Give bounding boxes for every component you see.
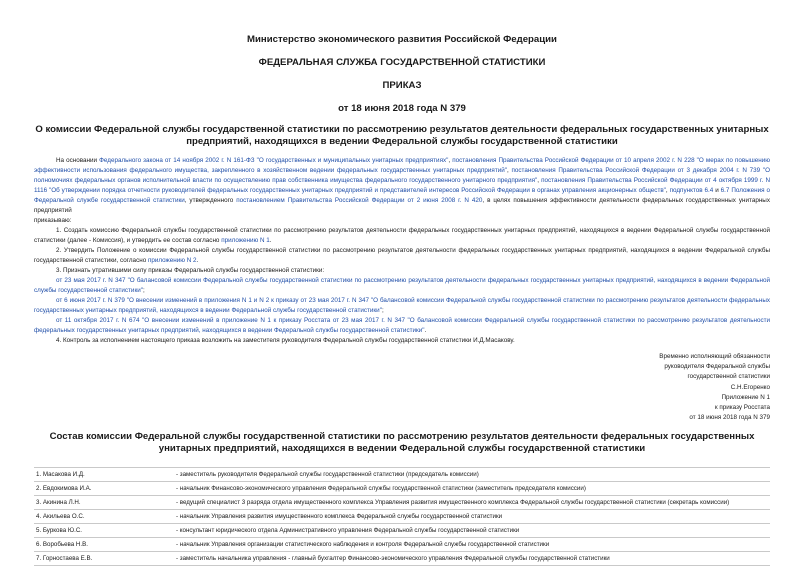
member-role: - ведущий специалист 3 разряда отдела имущественного комплекса Управления развития имущественного комплекса Федеральной службы государственной статистики (секретарь комиссии) <box>174 496 770 510</box>
decree-228-link[interactable]: постановления Правительства Российской Федерации от 10 апреля 2002 г. N 228 "О мерах по повышению эффективности использования федерального имущества, закрепленного в хозяйственном ведении федеральных государственных унитарных предприятий" <box>34 157 770 174</box>
member-role: - начальник Управления развития имущественного комплекса Федеральной службы государственной статистики <box>174 510 770 524</box>
document-body <box>34 156 770 346</box>
item-1 <box>34 226 770 246</box>
text-span: , <box>537 177 542 184</box>
commission-members-table <box>34 467 770 566</box>
member-name: 1. Масакова И.Д. <box>34 468 174 482</box>
decree-739-link[interactable]: постановления Правительства Российской Федерации от 3 декабря 2004 г. N 739 "О полномочиях федеральных органов исполнительной власти по осуществлению прав собственника имущества федерального государственного унитарного предприятия" <box>34 167 771 184</box>
document-title: О комиссии Федеральной службы государственной статистики по рассмотрению результатов деятельности федеральных государственных унитарных предприятий, находящихся в ведении Федеральной службы государственной статистики <box>35 124 769 147</box>
document <box>34 30 770 566</box>
appendix-1-link[interactable]: приложению N 1 <box>221 237 270 244</box>
member-role: - заместитель начальника управления - главный бухгалтер Финансово-экономического управления Федеральной службы государственной статистики <box>174 552 770 566</box>
section-title: Состав комиссии Федеральной службы государственной статистики по рассмотрению результатов деятельности федеральных государственных унитарных предприятий, находящихся в ведении Федеральной службы государственной статистики <box>49 431 755 455</box>
member-name: 3. Акинина Л.Н. <box>34 496 174 510</box>
signature-line: Временно исполняющий обязанности <box>659 353 770 360</box>
member-name: 6. Воробьева Н.В. <box>34 538 174 552</box>
text-span: На основании <box>56 157 100 164</box>
text-span: 1. Создать комиссию Федеральной службы государственной статистики по рассмотрению результатов деятельности федеральных государственных унитарных предприятий, находящихся в ведении Федеральной службы государственной статистики (далее - Комиссия), и утвердить ее состав согласно <box>34 227 770 244</box>
signature-block <box>34 352 770 423</box>
order-379-link[interactable]: от 6 июня 2017 г. N 379 "О внесении изменений в приложения N 1 и N 2 к приказу от 23 мая 2017 г. N 347 "О балансовой комиссии Федеральной службы государственной статистики по рассмотрению результатов деятельности федеральных государственных унитарных предприятий, находящихся в ведении Федеральной службы государственной статистики" <box>34 297 770 314</box>
table-row <box>34 552 770 566</box>
signatory-name: С.Н.Егоренко <box>730 383 770 391</box>
text-span: , <box>506 167 512 174</box>
member-role: - начальник Управления организации статистического наблюдения и контроля Федеральной службы государственной статистики <box>174 538 770 552</box>
order-347-link[interactable]: от 23 мая 2017 г. N 347 "О балансовой комиссии Федеральной службы государственной статистики по рассмотрению результатов деятельности федеральных государственных унитарных предприятий, находящихся в ведении Федеральной службы государственной статистики" <box>34 277 770 294</box>
member-name: 2. Евдокимова И.А. <box>34 482 174 496</box>
text-span: 2. Утвердить Положение о комиссии Федеральной службы государственной статистики по рассмотрению результатов деятельности федеральных государственных унитарных предприятий, находящихся в ведении Федеральной службы государственной статистики, согласно <box>34 247 770 264</box>
preamble-paragraph <box>34 156 770 216</box>
orders-word: приказываю: <box>34 217 72 224</box>
document-date-number: от 18 июня 2018 года N 379 <box>338 103 466 114</box>
repealed-order-3 <box>34 316 770 336</box>
repealed-order-2 <box>34 296 770 316</box>
appendix-2-link[interactable]: приложению N 2 <box>147 257 197 264</box>
text-span: , <box>665 187 670 194</box>
decree-1116-link[interactable]: постановления Правительства Российской Федерации от 4 октября 1999 г. N 1116 "Об утверждении порядка отчетности руководителей федеральных государственных унитарных предприятий и представителей интересов Российской Федерации в органах управления акционерных обществ" <box>34 177 770 194</box>
table-row <box>34 496 770 510</box>
member-role: - начальник Финансово-экономического управления Федеральной службы государственной статистики (заместитель председателя комиссии) <box>174 482 770 496</box>
text-span: и <box>713 187 721 194</box>
text-span: , утвержденного <box>184 197 237 204</box>
text-span: ; <box>142 287 145 294</box>
appendix-date: от 18 июня 2018 года N 379 <box>689 414 770 422</box>
table-row <box>34 538 770 552</box>
table-row <box>34 468 770 482</box>
subparagraph-link[interactable]: подпунктов 6.4 <box>669 187 714 194</box>
order-674-link[interactable]: от 11 октября 2017 г. N 674 "О внесении изменений в приложение N 1 к приказу Росстата от 23 мая 2017 г. N 347 "О балансовой комиссии Федеральной службы государственной статистики по рассмотрению результатов деятельности федеральных государственных унитарных предприятий, находящихся в ведении Федеральной службы государственной статистики" <box>34 317 770 334</box>
appendix-label: Приложение N 1 <box>721 393 770 401</box>
appendix-ref: к приказу Росстата <box>714 404 770 412</box>
item-2 <box>34 246 770 266</box>
item-4: 4. Контроль за исполнением настоящего приказа возложить на заместителя руководителя Федеральной службы государственной статистики И.Д.Масакову. <box>56 337 515 344</box>
signature-line: руководителя Федеральной службы <box>664 363 770 371</box>
agency-name: ФЕДЕРАЛЬНАЯ СЛУЖБА ГОСУДАРСТВЕННОЙ СТАТИСТИКИ <box>258 57 546 68</box>
member-role: - консультант юридического отдела Административного управления Федеральной службы государственной статистики <box>174 524 770 538</box>
repealed-order-1 <box>34 276 770 296</box>
member-role: - заместитель руководителя Федеральной службы государственной статистики (председатель комиссии) <box>174 468 770 482</box>
ministry-name: Министерство экономического развития Российской Федерации <box>247 34 557 45</box>
member-name: 4. Акильева О.С. <box>34 510 174 524</box>
table-row <box>34 510 770 524</box>
text-span: ; <box>381 307 384 314</box>
document-type: ПРИКАЗ <box>382 80 422 91</box>
regulation-link[interactable]: 6.7 Положения о Федеральной службе государственной статистики <box>34 187 770 204</box>
table-row <box>34 482 770 496</box>
member-name: 7. Горностаева Е.В. <box>34 552 174 566</box>
text-span: . <box>269 237 272 244</box>
decree-420-link[interactable]: постановлением Правительства Российской Федерации от 2 июня 2008 г. N 420 <box>236 197 483 204</box>
member-name: 5. Буркова Ю.С. <box>34 524 174 538</box>
signature-line: государственной статистики <box>687 373 770 381</box>
text-span: , <box>448 157 453 164</box>
text-span: . <box>196 257 199 264</box>
law-link[interactable]: Федерального закона от 14 ноября 2002 г. N 161-ФЗ "О государственных и муниципальных унитарных предприятиях" <box>99 157 449 164</box>
item-3: 3. Признать утратившими силу приказы Федеральной службы государственной статистики: <box>56 267 325 274</box>
table-row <box>34 524 770 538</box>
text-span: . <box>424 327 427 334</box>
text-span: , в целях повышения эффективности деятельности федеральных государственных унитарных предприятий <box>34 197 770 214</box>
